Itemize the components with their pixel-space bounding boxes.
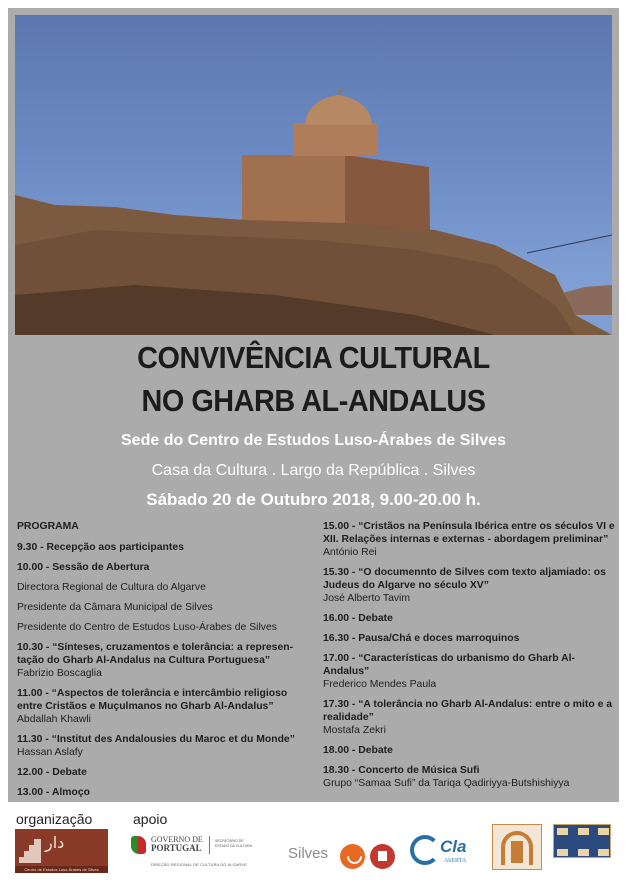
event-date: Sábado 20 de Outubro 2018, 9.00-20.00 h. — [146, 490, 481, 509]
item-title: 13.00 - Almoço — [17, 787, 90, 798]
silves-municipality-logo — [278, 840, 398, 870]
item-title: 17.30 - “A tolerância no Gharb Al-Andalus: entre o mito e a realidade” — [323, 699, 613, 723]
item-title: 11.30 - “Institut des Andalousies du Maroc et du Monde” — [17, 734, 295, 745]
arch-door-icon — [511, 841, 523, 863]
hero-photo — [15, 15, 612, 335]
cla-subtitle: AbERTA — [444, 858, 467, 864]
programme-heading: PROGRAMA — [17, 521, 79, 532]
gov-name — [151, 836, 203, 852]
cla-e-icon — [410, 835, 440, 865]
address: Casa da Cultura . Largo da República . Silves — [151, 462, 476, 479]
item-title: 15.30 - “O documennto de Silves com texto aljamiado: os Judeus do Algarve no século XV” — [323, 567, 606, 591]
programme-item — [323, 566, 619, 605]
item-title: 11.00 - “Aspectos de tolerância e intercâmbio religioso entre Cristãos e Muçulmanos no Gharb Al-Andalus” — [17, 688, 288, 712]
programme-item — [17, 786, 312, 799]
map-emblem-icon — [553, 824, 611, 858]
programme-item — [17, 541, 312, 554]
item-person: Presidente da Câmara Municipal de Silves — [17, 602, 213, 613]
item-title: 16.00 - Debate — [323, 613, 393, 624]
programme-item — [323, 612, 619, 625]
item-title: 18.00 - Debate — [323, 745, 393, 756]
item-title: 16.30 - Pausa/Chá e doces marroquinos — [323, 633, 520, 644]
cla-aberta-logo — [410, 833, 474, 869]
item-title: 9.30 - Recepção aos participantes — [17, 542, 184, 553]
programme-item — [17, 641, 312, 680]
organization-label: organização — [16, 811, 93, 827]
item-person: José Alberto Tavim — [323, 593, 411, 604]
item-person: Frederico Mendes Paula — [323, 679, 437, 690]
programme-item — [17, 561, 312, 574]
castle-icon — [370, 844, 395, 869]
programme-item — [323, 652, 619, 691]
programme-item — [17, 766, 312, 779]
org-logo-band — [15, 866, 108, 873]
arch-emblem-logo — [492, 824, 542, 870]
programme-item — [323, 632, 619, 645]
programme-item — [17, 687, 312, 726]
item-title: 10.00 - Sessão de Abertura — [17, 562, 150, 573]
cla-wordmark: Cla — [440, 837, 467, 856]
item-person: Hassan Aslafy — [17, 747, 83, 758]
programme-item — [17, 601, 312, 614]
programme-item — [17, 621, 312, 634]
programme-item — [323, 744, 619, 757]
programme-item — [17, 733, 312, 759]
item-title: 12.00 - Debate — [17, 767, 87, 778]
gov-line-1: GOVERNO DE — [151, 835, 203, 844]
item-person: Grupo “Samaa Sufi” da Tariqa Qadiriyya-Butshishiyya — [323, 778, 570, 789]
poster-title-line-2: NO GHARB AL-ANDALUS — [141, 383, 486, 418]
venue: Sede do Centro de Estudos Luso-Árabes de Silves — [121, 432, 506, 449]
programme-item — [323, 764, 619, 790]
stairs-icon — [19, 839, 41, 863]
silves-wordmark: Silves — [288, 845, 329, 862]
org-logo-text: Centro de Estudos Luso-Árabes de Silves — [24, 867, 99, 872]
item-person: Presidente do Centro de Estudos Luso-Árabes de Silves — [17, 622, 277, 633]
item-title: 10.30 - “Sínteses, cruzamentos e tolerância: a represen-tação do Gharb Al-Andalus na Cultura Portuguesa” — [17, 642, 294, 666]
gov-divider — [209, 836, 210, 854]
poster-title-line-1: CONVIVÊNCIA CULTURAL — [137, 340, 490, 375]
gov-secretary: SECRETÁRIO DE ESTADO DA CULTURA — [215, 839, 253, 848]
item-title: 15.00 - “Cristãos na Península Ibérica entre os séculos VI e XII. Relações internas e externas - abordagem preliminar” — [323, 521, 615, 545]
crescent-moon-icon — [340, 844, 365, 869]
governo-portugal-logo — [131, 834, 259, 874]
programme-item — [17, 581, 312, 594]
celas-logo — [15, 829, 108, 873]
calligraphy-mark: ﺩﺍﺭ — [45, 835, 65, 852]
support-label: apoio — [133, 811, 168, 827]
heritage-association-logo — [553, 824, 611, 874]
item-person: Fabrizio Boscaglia — [17, 668, 102, 679]
shrine-landscape-image — [15, 15, 612, 335]
programme-item — [323, 698, 619, 737]
item-title: 18.30 - Concerto de Música Sufi — [323, 765, 480, 776]
gov-line-2: PORTUGAL — [151, 843, 202, 853]
item-person: Directora Regional de Cultura do Algarve — [17, 582, 206, 593]
item-person: Mostafa Zekri — [323, 725, 386, 736]
item-person: Abdallah Khawli — [17, 714, 91, 725]
programme-right-column — [323, 520, 619, 797]
item-person: António Rei — [323, 547, 377, 558]
gov-direction: DIREÇÃO REGIONAL DE CULTURA DO ALGARVE — [151, 863, 247, 867]
portugal-flag-icon — [131, 836, 146, 854]
programme-item — [323, 520, 619, 559]
programme-left-column — [17, 520, 312, 806]
item-title: 17.00 - “Características do urbanismo do Gharb Al-Andalus” — [323, 653, 575, 677]
